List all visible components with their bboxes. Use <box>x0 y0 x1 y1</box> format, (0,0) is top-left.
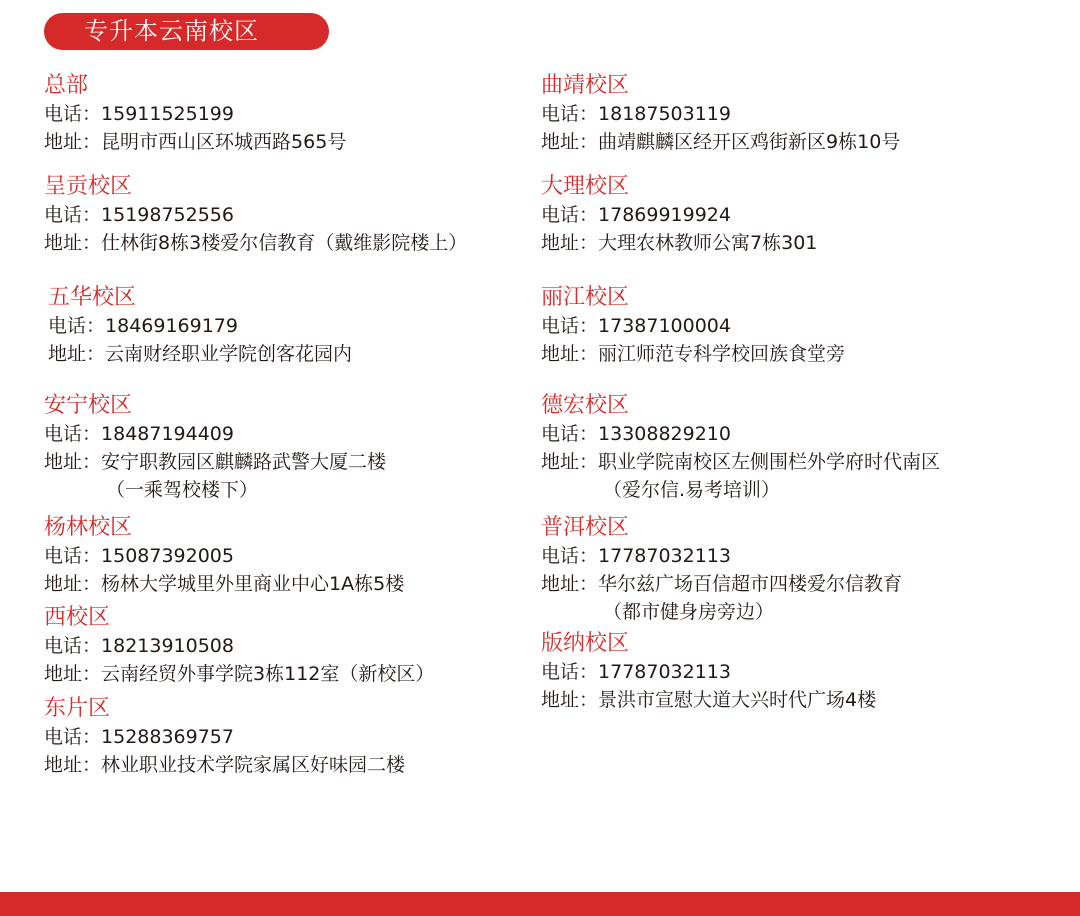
address-label: 地址： <box>541 343 599 365</box>
phone-line <box>44 420 534 448</box>
campus-name: 大理校区 <box>541 174 630 199</box>
header-banner <box>44 13 329 50</box>
address-text: 丽江师范专科学校回族食堂旁 <box>598 343 846 365</box>
address-label: 地址： <box>541 689 599 711</box>
address-label: 地址： <box>541 232 599 254</box>
phone-label: 电话： <box>541 423 599 445</box>
campus-block <box>44 72 534 156</box>
phone-label: 电话： <box>44 726 102 748</box>
address-text: 昆明市西山区环城西路565号 <box>101 131 347 153</box>
campus-block <box>44 173 534 257</box>
address-text: 曲靖麒麟区经开区鸡街新区9栋10号 <box>598 131 901 153</box>
phone-label: 电话： <box>44 103 102 125</box>
address-text: 杨林大学城里外里商业中心1A栋5楼 <box>101 573 405 595</box>
campus-name: 德宏校区 <box>541 393 630 418</box>
address-label: 地址： <box>44 232 102 254</box>
campus-block <box>541 514 1061 626</box>
address-label: 地址： <box>44 131 102 153</box>
campus-block <box>44 514 534 598</box>
address-line <box>44 128 534 156</box>
address-continuation: （一乘驾校楼下） <box>106 479 259 501</box>
phone-line <box>44 632 534 660</box>
address-line <box>541 686 1061 714</box>
address-text: 大理农林教师公寓7栋301 <box>598 232 818 254</box>
campus-block <box>541 392 1061 504</box>
phone-line <box>541 420 1061 448</box>
address-line <box>44 570 534 598</box>
address-line <box>541 570 1061 598</box>
address-continuation: （都市健身房旁边） <box>603 601 775 623</box>
address-text: 华尔兹广场百信超市四楼爱尔信教育 <box>598 573 903 595</box>
phone-label: 电话： <box>541 661 599 683</box>
address-label: 地址： <box>541 451 599 473</box>
phone-number: 13308829210 <box>598 423 731 445</box>
campus-block <box>44 604 534 688</box>
phone-number: 17787032113 <box>598 661 731 683</box>
phone-label: 电话： <box>541 204 599 226</box>
address-line <box>541 448 1061 476</box>
address-label: 地址： <box>44 451 102 473</box>
campus-block <box>48 284 538 368</box>
phone-number: 15198752556 <box>101 204 234 226</box>
campus-name: 曲靖校区 <box>541 73 630 98</box>
campus-block <box>44 392 534 504</box>
campus-name: 普洱校区 <box>541 515 630 540</box>
phone-line <box>44 723 534 751</box>
phone-number: 18487194409 <box>101 423 234 445</box>
campus-list-right <box>541 72 1061 711</box>
address-label: 地址： <box>44 754 102 776</box>
campus-list-left <box>44 72 534 776</box>
phone-number: 18469169179 <box>105 315 238 337</box>
campus-name: 五华校区 <box>48 285 137 310</box>
campus-name: 东片区 <box>44 696 111 721</box>
address-line <box>44 448 534 476</box>
address-label: 地址： <box>44 663 102 685</box>
address-continuation: （爱尔信.易考培训） <box>603 479 781 501</box>
campus-block <box>44 695 534 779</box>
campus-block <box>541 284 1061 368</box>
address-line <box>44 660 534 688</box>
phone-line <box>541 100 1061 128</box>
phone-line <box>541 312 1061 340</box>
campus-name: 安宁校区 <box>44 393 133 418</box>
page-title: 专升本云南校区 <box>84 17 259 45</box>
address-line <box>44 751 534 779</box>
phone-number: 15288369757 <box>101 726 234 748</box>
phone-number: 17787032113 <box>598 545 731 567</box>
address-text: 仕林街8栋3楼爱尔信教育（戴维影院楼上） <box>101 232 468 254</box>
address-label: 地址： <box>44 573 102 595</box>
phone-label: 电话： <box>44 204 102 226</box>
campus-block <box>541 173 1061 257</box>
campus-name: 总部 <box>44 73 89 98</box>
phone-line <box>44 201 534 229</box>
phone-line <box>44 542 534 570</box>
phone-number: 15087392005 <box>101 545 234 567</box>
phone-number: 18187503119 <box>598 103 731 125</box>
phone-label: 电话： <box>44 423 102 445</box>
phone-label: 电话： <box>44 635 102 657</box>
address-label: 地址： <box>541 573 599 595</box>
phone-line <box>48 312 538 340</box>
address-text: 云南财经职业学院创客花园内 <box>105 343 353 365</box>
phone-number: 15911525199 <box>101 103 234 125</box>
address-text: 职业学院南校区左侧围栏外学府时代南区 <box>598 451 941 473</box>
phone-line <box>541 658 1061 686</box>
address-line <box>44 229 534 257</box>
campus-block <box>541 630 1061 714</box>
campus-name: 杨林校区 <box>44 515 133 540</box>
campus-name: 西校区 <box>44 605 111 630</box>
address-line <box>541 340 1061 368</box>
phone-label: 电话： <box>541 545 599 567</box>
campus-name: 呈贡校区 <box>44 174 133 199</box>
phone-line <box>541 542 1061 570</box>
address-line <box>48 340 538 368</box>
phone-number: 18213910508 <box>101 635 234 657</box>
campus-block <box>541 72 1061 156</box>
phone-line <box>541 201 1061 229</box>
phone-line <box>44 100 534 128</box>
footer-bar <box>0 892 1080 916</box>
phone-label: 电话： <box>541 103 599 125</box>
phone-number: 17387100004 <box>598 315 731 337</box>
address-line <box>541 128 1061 156</box>
campus-name: 版纳校区 <box>541 631 630 656</box>
address-text: 景洪市宣慰大道大兴时代广场4楼 <box>598 689 877 711</box>
address-line <box>541 229 1061 257</box>
phone-label: 电话： <box>44 545 102 567</box>
address-text: 云南经贸外事学院3栋112室（新校区） <box>101 663 435 685</box>
phone-number: 17869919924 <box>598 204 731 226</box>
address-text: 林业职业技术学院家属区好味园二楼 <box>101 754 406 776</box>
phone-label: 电话： <box>541 315 599 337</box>
address-label: 地址： <box>541 131 599 153</box>
address-text: 安宁职教园区麒麟路武警大厦二楼 <box>101 451 387 473</box>
phone-label: 电话： <box>48 315 106 337</box>
campus-name: 丽江校区 <box>541 285 630 310</box>
address-label: 地址： <box>48 343 106 365</box>
